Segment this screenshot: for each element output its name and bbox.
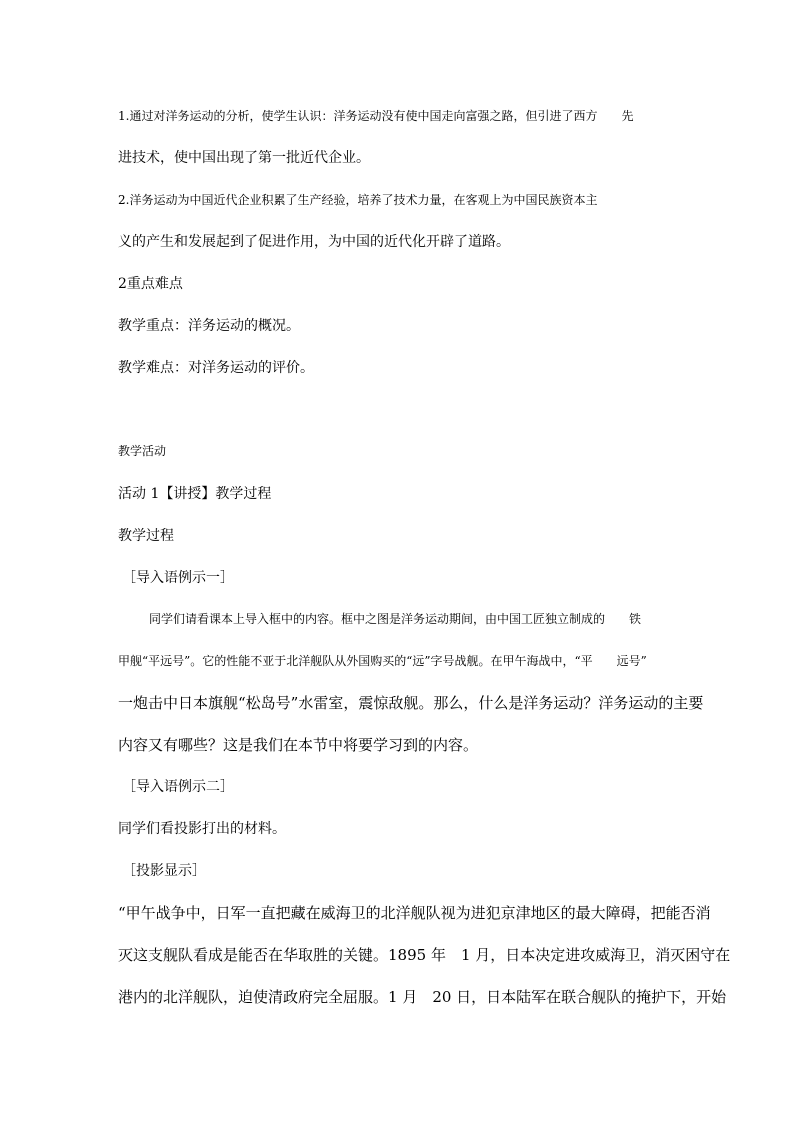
process-heading: 教学过程 [118,528,174,544]
teaching-focus: 教学重点：洋务运动的概况。 [118,318,300,334]
activity-1-title: 活动 1【讲授】教学过程 [118,486,272,502]
projection-line-3: 港内的北洋舰队，迫使清政府完全屈服。1 月 20 日，日本陆军在联合舰队的掩护下，开始 [118,988,727,1006]
intro-2-label: ［导入语例示二］ [122,779,234,795]
key-points-heading: 2重点难点 [118,276,183,292]
intro-1-line-3: 一炮击中日本旗舰“松岛号”水雷室，震惊敌舰。那么，什么是洋务运动？洋务运动的主要 [118,694,704,712]
intro-2-line-1: 同学们看投影打出的材料。 [118,821,286,837]
intro-1-line-2: 甲舰“平远号”。它的性能不亚于北洋舰队从外国购买的“远”字号战舰。在甲午海战中，“平 远号” [118,654,647,668]
teaching-difficulty: 教学难点：对洋务运动的评价。 [118,360,314,376]
projection-line-1: “甲午战争中，日军一直把藏在威海卫的北洋舰队视为进犯京津地区的最大障碍，把能否消 [118,904,711,922]
activities-heading: 教学活动 [118,444,167,458]
objective-1-line-1: 1.通过对洋务运动的分析，使学生认识：洋务运动没有使中国走向富强之路，但引进了西方 先 [118,109,634,123]
projection-line-2: 灭这支舰队看成是能否在华取胜的关键。1895 年 1 月，日本决定进攻威海卫，消灭困守在 [118,946,731,964]
intro-1-line-1: 同学们请看课本上导入框中的内容。框中之图是洋务运动期间，由中国工匠独立制成的 铁 [149,612,642,626]
objective-2-line-2: 义的产生和发展起到了促进作用，为中国的近代化开辟了道路。 [118,234,510,250]
projection-label: ［投影显示］ [122,863,206,879]
intro-1-label: ［导入语例示一］ [122,570,234,586]
objective-2-line-1: 2.洋务运动为中国近代企业积累了生产经验，培养了技术力量，在客观上为中国民族资本主 [118,193,598,207]
objective-1-line-2: 进技术，使中国出现了第一批近代企业。 [118,150,370,166]
intro-1-line-4: 内容又有哪些？这是我们在本节中将要学习到的内容。 [118,736,479,754]
